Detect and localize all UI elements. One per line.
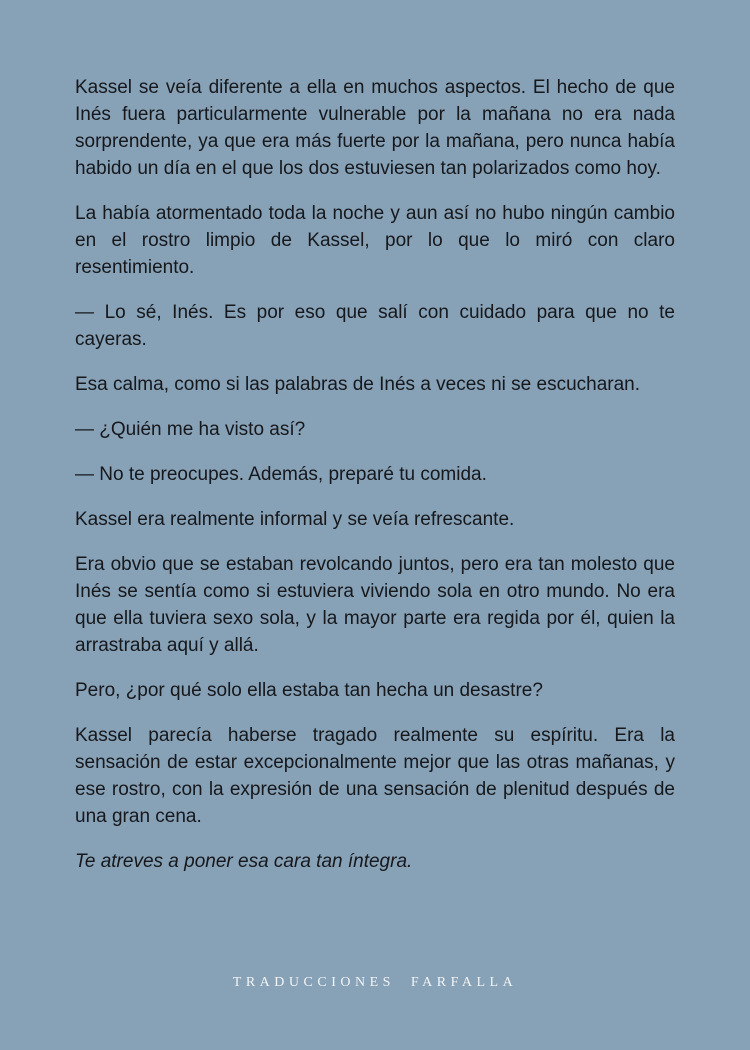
paragraph: Pero, ¿por qué solo ella estaba tan hecha un desastre? <box>75 680 543 701</box>
paragraph: Kassel era realmente informal y se veía refrescante. <box>75 509 515 530</box>
page-body <box>75 74 675 893</box>
paragraph: — Lo sé, Inés. Es por eso que salí con cuidado para que no te cayeras. <box>75 302 675 350</box>
paragraph: La había atormentado toda la noche y aun así no hubo ningún cambio en el rostro limpio de Kassel, por lo que lo miró con claro resentimiento. <box>75 203 675 278</box>
paragraph: — No te preocupes. Además, preparé tu comida. <box>75 464 487 485</box>
paragraph: Esa calma, como si las palabras de Inés a veces ni se escucharan. <box>75 374 641 395</box>
paragraph: — ¿Quién me ha visto así? <box>75 419 306 440</box>
paragraph: Kassel se veía diferente a ella en muchos aspectos. El hecho de que Inés fuera particularmente vulnerable por la mañana no era nada sorprendente, ya que era más fuerte por la mañana, pero nunca había habido un día en el que los dos estuviesen tan polarizados como hoy. <box>75 77 675 179</box>
italic-thought: Te atreves a poner esa cara tan íntegra. <box>75 851 413 872</box>
footer-credit: TRADUCCIONES FARFALLA <box>232 975 518 990</box>
paragraph: Era obvio que se estaban revolcando juntos, pero era tan molesto que Inés se sentía como si estuviera viviendo sola en otro mundo. No era que ella tuviera sexo sola, y la mayor parte era regida por él, quien la arrastraba aquí y allá. <box>75 554 675 656</box>
paragraph: Kassel parecía haberse tragado realmente su espíritu. Era la sensación de estar excepcionalmente mejor que las otras mañanas, y ese rostro, con la expresión de una sensación de plenitud después de una gran cena. <box>75 725 675 827</box>
